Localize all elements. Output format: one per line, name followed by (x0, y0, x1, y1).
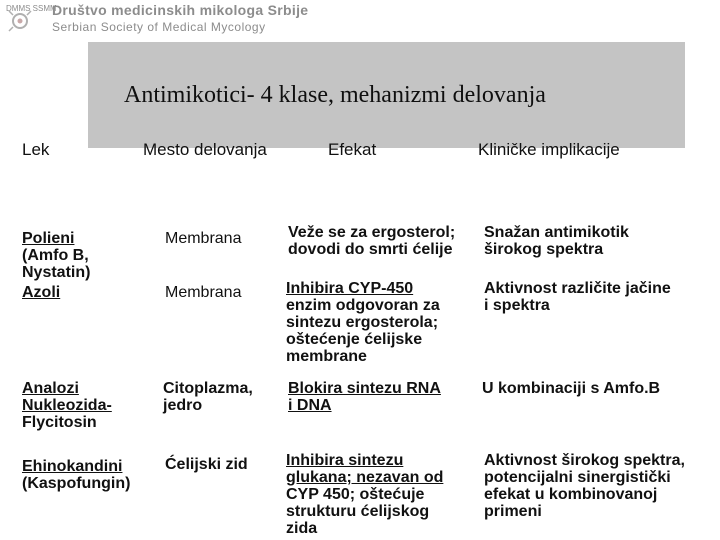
column-header-klinicke: Kliničke implikacije (478, 140, 620, 159)
society-name: Društvo medicinskih mikologa Srbije (52, 2, 309, 18)
cell-efekat-analozi: Blokira sintezu RNA i DNA (288, 380, 441, 414)
column-header-efekat: Efekat (328, 140, 377, 159)
cell-mesto-polieni: Membrana (165, 230, 242, 247)
cell-efekat-ehinokandini: Inhibira sintezu glukana; nezavan od CYP 450; oštećuje strukturu ćelijskog zida (286, 452, 444, 537)
cell-efekat-azoli: Inhibira CYP-450 enzim odgovoran za sintezu ergosterola; oštećenje ćelijske membrane (286, 280, 440, 365)
cell-klinicke-azoli: Aktivnost različite jačine i spektra (484, 280, 671, 314)
slide-title: Antimikotici- 4 klase, mehanizmi delovanja (124, 82, 546, 108)
cell-klinicke-analozi: U kombinaciji s Amfo.B (482, 380, 661, 397)
cell-lek-analozi: Analozi Nukleozida- Flycitosin (22, 380, 112, 431)
cell-klinicke-ehinokandini: Aktivnost širokog spektra, potencijalni sinergistički efekat u kombinovanoj primeni (484, 452, 685, 520)
cell-mesto-analozi: Citoplazma, jedro (163, 380, 253, 414)
society-name-en: Serbian Society of Medical Mycology (52, 20, 266, 34)
society-logo (4, 2, 57, 36)
cell-efekat-polieni: Veže se za ergosterol; dovodi do smrti ćelije (288, 224, 456, 258)
cell-klinicke-polieni: Snažan antimikotik širokog spektra (484, 224, 629, 258)
column-header-mesto: Mesto delovanja (143, 140, 267, 159)
cell-mesto-azoli: Membrana (165, 284, 242, 301)
column-header-lek: Lek (22, 140, 50, 159)
cell-lek-azoli: Azoli (22, 284, 61, 301)
cell-lek-polieni: Polieni (Amfo B, Nystatin) (22, 230, 91, 281)
cell-mesto-ehinokandini: Ćelijski zid (165, 456, 248, 473)
svg-text:DMMS SSMM: DMMS SSMM (6, 4, 57, 13)
cell-lek-ehinokandini: Ehinokandini (Kaspofungin) (22, 458, 131, 492)
